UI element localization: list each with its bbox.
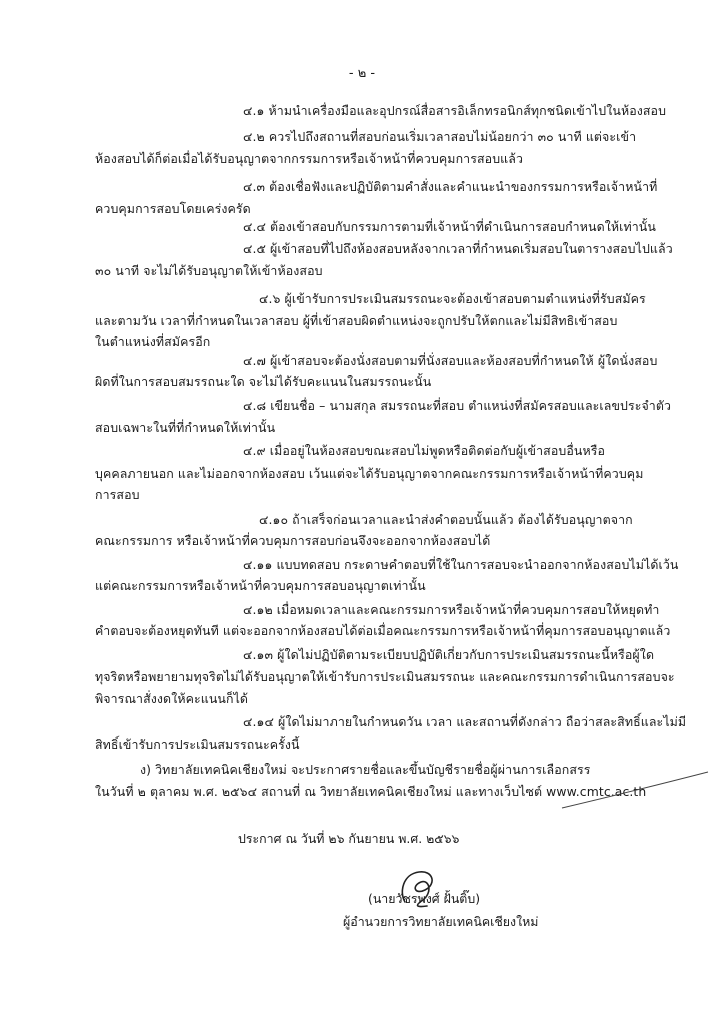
paragraph-line: ในวันที่ ๒ ตุลาคม พ.ศ. ๒๕๖๔ สถานที่ ณ วิทยาลัยเทคนิคเชียงใหม่ และทางเว็บไซต์ www.cmtc.ac.th xyxy=(95,784,647,799)
paragraph-line: ๔.๒ ควรไปถึงสถานที่สอบก่อนเริ่มเวลาสอบไม่น้อยกว่า ๓๐ นาที แต่จะเข้า xyxy=(243,129,637,144)
signer-name: (นายวัชรพงศ์ ฝั้นติ๊บ) xyxy=(368,891,481,906)
paragraph-line: ห้องสอบได้ก็ต่อเมื่อได้รับอนุญาตจากกรรมการหรือเจ้าหน้าที่ควบคุมการสอบแล้ว xyxy=(95,151,523,166)
paragraph-line: ๔.๑๑ แบบทดสอบ กระดาษคำตอบที่ใช้ในการสอบจะนำออกจากห้องสอบไม่ได้เว้น xyxy=(243,557,679,572)
paragraph-line: สอบเฉพาะในที่ที่กำหนดให้เท่านั้น xyxy=(95,420,276,435)
paragraph-line: ๔.๗ ผู้เข้าสอบจะต้องนั่งสอบตามที่นั่งสอบและห้องสอบที่กำหนดให้ ผู้ใดนั่งสอบ xyxy=(243,353,658,368)
paragraph-line: ๔.๑ ห้ามนำเครื่องมือและอุปกรณ์สื่อสารอิเล็กทรอนิกส์ทุกชนิดเข้าไปในห้องสอบ xyxy=(243,103,667,118)
paragraph-line: ผิดที่ในการสอบสมรรถนะใด จะไม่ได้รับคะแนนในสมรรถนะนั้น xyxy=(95,374,432,389)
paragraph-line: ควบคุมการสอบโดยเคร่งครัด xyxy=(95,201,251,216)
paragraph-line: ๔.๕ ผู้เข้าสอบที่ไปถึงห้องสอบหลังจากเวลาที่กำหนดเริ่มสอบในตารางสอบไปแล้ว xyxy=(243,241,673,256)
paragraph-line: คณะกรรมการ หรือเจ้าหน้าที่ควบคุมการสอบก่อนจึงจะออกจากห้องสอบได้ xyxy=(95,533,491,548)
paragraph-line: สิทธิ์เข้ารับการประเมินสมรรถนะครั้งนี้ xyxy=(95,737,300,752)
paragraph-line: ในตำแหน่งที่สมัครอีก xyxy=(95,334,211,349)
paragraph-line: ๔.๑๒ เมื่อหมดเวลาและคณะกรรมการหรือเจ้าหน้าที่ควบคุมการสอบให้หยุดทำ xyxy=(243,602,660,617)
paragraph-line: ๔.๖ ผู้เข้ารับการประเมินสมรรถนะจะต้องเข้าสอบตามตำแหน่งที่รับสมัคร xyxy=(259,291,646,306)
paragraph-line: ทุจริตหรือพยายามทุจริตไม่ได้รับอนุญาตให้เข้ารับการประเมินสมรรถนะ และคณะกรรมการดำเนินการสอบจะ xyxy=(95,669,675,684)
paragraph-line: และตามวัน เวลาที่กำหนดในเวลาสอบ ผู้ที่เข้าสอบผิดตำแหน่งจะถูกปรับให้ตกและไม่มีสิทธิเข้าสอบ xyxy=(95,313,618,328)
paragraph-line: ๔.๙ เมื่ออยู่ในห้องสอบขณะสอบไม่พูดหรือติดต่อกับผู้เข้าสอบอื่นหรือ xyxy=(243,443,606,458)
paragraph-line: แต่คณะกรรมการหรือเจ้าหน้าที่ควบคุมการสอบอนุญาตเท่านั้น xyxy=(95,578,426,593)
paragraph-line: ๔.๓ ต้องเชื่อฟังและปฏิบัติตามคำสั่งและคำแนะนำของกรรมการหรือเจ้าหน้าที่ xyxy=(243,179,658,194)
paragraph-line: ๔.๑๔ ผู้ใดไม่มาภายในกำหนดวัน เวลา และสถานที่ดังกล่าว ถือว่าสละสิทธิ์และไม่มี xyxy=(243,714,687,729)
page-number: - ๒ - xyxy=(348,66,376,81)
paragraph-line: ๔.๔ ต้องเข้าสอบกับกรรมการตามที่เจ้าหน้าที่ดำเนินการสอบกำหนดให้เท่านั้น xyxy=(243,219,656,234)
paragraph-line: คำตอบจะต้องหยุดทันที แต่จะออกจากห้องสอบได้ต่อเมื่อคณะกรรมการหรือเจ้าหน้าที่คุมการสอบอนุญาตแล้ว xyxy=(95,623,671,638)
paragraph-line: ๓๐ นาที จะไม่ได้รับอนุญาตให้เข้าห้องสอบ xyxy=(95,263,323,278)
paragraph-line: ง) วิทยาลัยเทคนิคเชียงใหม่ จะประกาศรายชื่อและขึ้นบัญชีรายชื่อผู้ผ่านการเลือกสรร xyxy=(140,762,591,777)
signer-title: ผู้อำนวยการวิทยาลัยเทคนิคเชียงใหม่ xyxy=(343,914,539,929)
decorative-stroke xyxy=(560,770,710,810)
paragraph-line: ๔.๘ เขียนชื่อ – นามสกุล สมรรถนะที่สอบ ตำแหน่งที่สมัครสอบและเลขประจำตัว xyxy=(243,398,672,413)
announce-date: ประกาศ ณ วันที่ ๒๖ กันยายน พ.ศ. ๒๕๖๖ xyxy=(238,831,460,846)
paragraph-line: ๔.๑๐ ถ้าเสร็จก่อนเวลาและนำส่งคำตอบนั้นแล้ว ต้องได้รับอนุญาตจาก xyxy=(259,512,633,527)
paragraph-line: ๔.๑๓ ผู้ใดไม่ปฏิบัติตามระเบียบปฏิบัติเกี่ยวกับการประเมินสมรรถนะนี้หรือผู้ใด xyxy=(243,647,655,662)
paragraph-line: พิจารณาสั่งงดให้คะแนนก็ได้ xyxy=(95,691,249,706)
paragraph-line: การสอบ xyxy=(95,487,140,502)
paragraph-line: บุคคลภายนอก และไม่ออกจากห้องสอบ เว้นแต่จะได้รับอนุญาตจากคณะกรรมการหรือเจ้าหน้าที่ควบคุม xyxy=(95,466,644,481)
